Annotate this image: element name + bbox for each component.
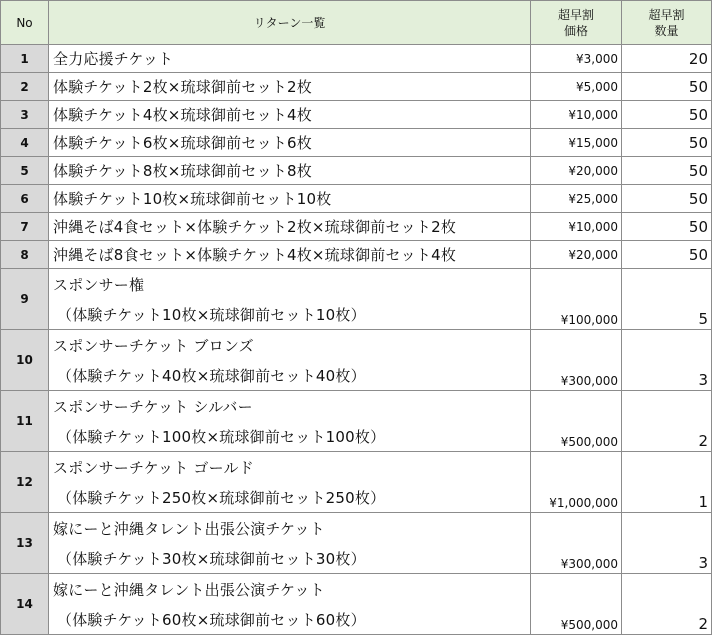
row-number: 10 [1,330,49,391]
row-number: 14 [1,574,49,635]
table-row [1,185,712,213]
table-row [1,452,712,513]
table-row [1,241,712,269]
return-item [49,391,531,452]
return-item-title: スポンサーチケット シルバー [53,397,253,416]
return-item [49,185,531,213]
return-item [49,157,531,185]
return-item [49,45,531,73]
header-qty-line1: 超早割 [648,7,685,22]
quantity-cell: 2 [622,574,712,635]
price-cell: ¥5,000 [531,73,622,101]
return-item-title: 全力応援チケット [53,50,174,68]
table-row [1,330,712,391]
return-item-title: 体験チケット8枚×琉球御前セット8枚 [53,162,312,180]
quantity-cell: 50 [622,213,712,241]
quantity-cell: 50 [622,185,712,213]
return-item [49,101,531,129]
quantity-cell: 3 [622,513,712,574]
header-row [1,1,712,45]
quantity-cell: 50 [622,157,712,185]
row-number: 4 [1,129,49,157]
table-row [1,45,712,73]
price-cell: ¥100,000 [531,269,622,330]
return-item-contents: （体験チケット60枚×琉球御前セット60枚） [57,610,366,629]
return-item [49,213,531,241]
quantity-cell: 1 [622,452,712,513]
return-item-title: 沖縄そば4食セット×体験チケット2枚×琉球御前セット2枚 [53,218,457,236]
quantity-cell: 5 [622,269,712,330]
row-number: 11 [1,391,49,452]
row-number: 7 [1,213,49,241]
return-item-title: 体験チケット10枚×琉球御前セット10枚 [53,190,332,208]
table-row [1,391,712,452]
table-row [1,269,712,330]
price-cell: ¥25,000 [531,185,622,213]
row-number: 12 [1,452,49,513]
return-item [49,269,531,330]
return-item [49,513,531,574]
table-row [1,129,712,157]
price-cell: ¥500,000 [531,574,622,635]
header-price-line2: 価格 [563,23,588,38]
quantity-cell: 20 [622,45,712,73]
row-number: 5 [1,157,49,185]
quantity-cell: 50 [622,101,712,129]
header-no: No [1,1,49,45]
table-row [1,513,712,574]
header-qty-line2: 数量 [654,23,679,38]
return-item-title: 体験チケット4枚×琉球御前セット4枚 [53,106,312,124]
row-number: 8 [1,241,49,269]
return-item-contents: （体験チケット100枚×琉球御前セット100枚） [57,427,386,446]
header-qty [622,1,712,45]
price-cell: ¥20,000 [531,241,622,269]
return-item-title: スポンサー権 [53,275,145,294]
price-cell: ¥300,000 [531,330,622,391]
quantity-cell: 2 [622,391,712,452]
header-price [531,1,622,45]
row-number: 6 [1,185,49,213]
header-price-line1: 超早割 [557,7,594,22]
return-item-contents: （体験チケット40枚×琉球御前セット40枚） [57,366,366,385]
return-item [49,73,531,101]
price-cell: ¥300,000 [531,513,622,574]
return-item-title: 体験チケット2枚×琉球御前セット2枚 [53,78,312,96]
return-item-contents: （体験チケット250枚×琉球御前セット250枚） [57,488,386,507]
row-number: 2 [1,73,49,101]
price-cell: ¥3,000 [531,45,622,73]
return-item-title: 嫁にーと沖縄タレント出張公演チケット [53,580,325,599]
row-number: 9 [1,269,49,330]
return-item-title: 嫁にーと沖縄タレント出張公演チケット [53,519,325,538]
return-item-title: 沖縄そば8食セット×体験チケット4枚×琉球御前セット4枚 [53,246,457,264]
return-item-contents: （体験チケット30枚×琉球御前セット30枚） [57,549,366,568]
table-row [1,213,712,241]
quantity-cell: 50 [622,241,712,269]
table-row [1,101,712,129]
quantity-cell: 3 [622,330,712,391]
price-cell: ¥15,000 [531,129,622,157]
table-row [1,157,712,185]
table-row [1,73,712,101]
quantity-cell: 50 [622,73,712,101]
return-item [49,241,531,269]
return-item-title: スポンサーチケット ブロンズ [53,336,254,355]
row-number: 3 [1,101,49,129]
price-cell: ¥1,000,000 [531,452,622,513]
price-cell: ¥10,000 [531,213,622,241]
return-item [49,330,531,391]
table-row [1,574,712,635]
quantity-cell: 50 [622,129,712,157]
return-item-title: スポンサーチケット ゴールド [53,458,254,477]
return-item [49,129,531,157]
row-number: 1 [1,45,49,73]
price-cell: ¥20,000 [531,157,622,185]
header-returns: リターン一覧 [49,1,531,45]
return-item-contents: （体験チケット10枚×琉球御前セット10枚） [57,305,366,324]
return-item [49,452,531,513]
row-number: 13 [1,513,49,574]
return-item-title: 体験チケット6枚×琉球御前セット6枚 [53,134,312,152]
price-cell: ¥500,000 [531,391,622,452]
return-item [49,574,531,635]
price-cell: ¥10,000 [531,101,622,129]
